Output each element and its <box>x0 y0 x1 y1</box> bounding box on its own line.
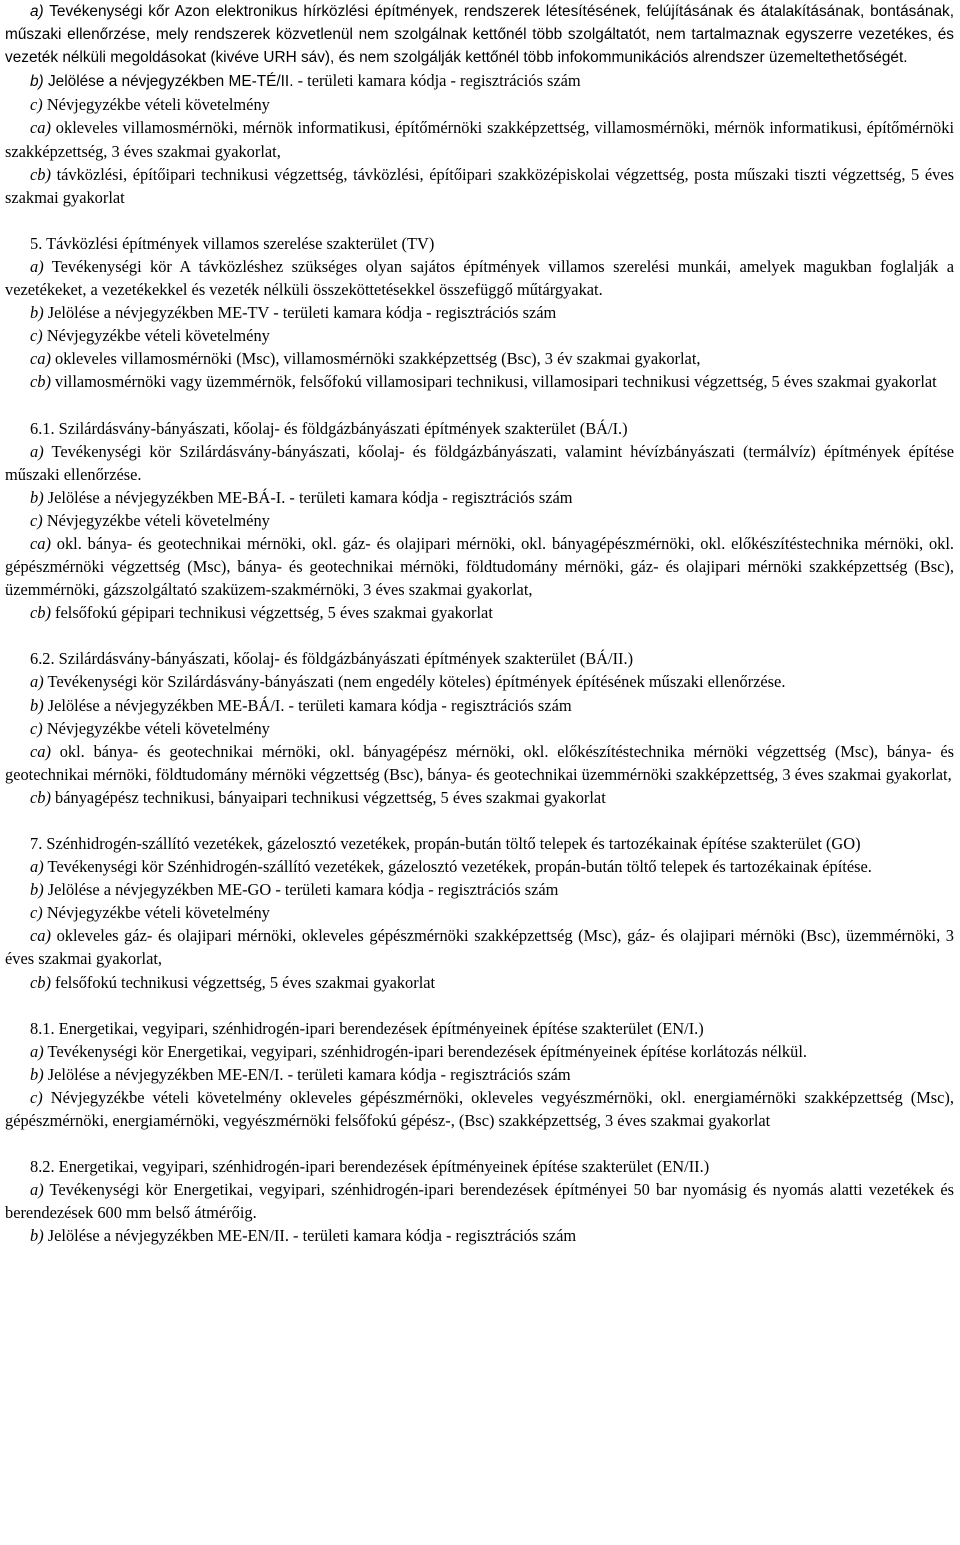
requirement-ca-paragraph <box>5 532 954 601</box>
requirement-text: Névjegyzékbe vételi követelmény <box>42 718 270 738</box>
item-label: b) <box>30 487 44 507</box>
requirement-text: Névjegyzékbe vételi követelmény <box>42 510 270 530</box>
item-label: c) <box>30 326 43 346</box>
activity-paragraph <box>5 255 954 301</box>
requirement-paragraph <box>5 509 954 532</box>
item-label: cb) <box>30 372 51 392</box>
section-heading: 7. Szénhidrogén-szállító vezetékek, gázelosztó vezetékek, propán-bután töltő telepek és tartozékainak építése szakterület (GO) <box>30 834 861 853</box>
item-label: a) <box>30 1041 44 1061</box>
activity-text: Tevékenységi kör Szilárdásvány-bányászati (nem engedély köteles) építmények építésének műszaki ellenőrzése. <box>43 672 786 692</box>
activity-paragraph <box>5 1040 954 1063</box>
designation-paragraph <box>5 694 954 717</box>
item-label: a) <box>30 857 44 877</box>
requirement-text: Névjegyzékbe vételi követelmény okleveles gépészmérnöki, okleveles vegyészmérnöki, okl. energiamérnöki szakképzettség (Msc), gépészmérnöki, energiamérnöki, vegyészmérnöki felsőfokú gépész-, (Bsc) szakképzettség, 3 éves szakmai gyakorlat <box>5 1087 954 1131</box>
item-label: b) <box>30 1064 44 1084</box>
item-label: cb) <box>30 164 51 184</box>
item-label: b) <box>30 303 44 323</box>
requirement-paragraph <box>5 324 954 347</box>
activity-text: Tevékenységi kör Energetikai, vegyipari, szénhidrogén-ipari berendezések építményeinek építése korlátozás nélkül. <box>43 1041 807 1061</box>
section-en-i <box>5 1017 954 1132</box>
activity-paragraph <box>5 440 954 486</box>
item-label: b) <box>30 880 44 900</box>
requirement-cb-text: villamosmérnöki vagy üzemmérnök, felsőfokú villamosipari technikusi, villamosipari technikusi végzettség, 5 éves szakmai gyakorlat <box>50 372 937 392</box>
designation-paragraph <box>5 301 954 324</box>
section-heading: 6.2. Szilárdásvány-bányászati, kőolaj- és földgázbányászati építmények szakterület (BÁ/II.) <box>30 649 634 669</box>
activity-paragraph <box>5 855 954 878</box>
requirement-text: Névjegyzékbe vételi követelmény <box>42 95 270 115</box>
section-heading: 6.1. Szilárdásvány-bányászati, kőolaj- és földgázbányászati építmények szakterület (BÁ/I.) <box>30 418 628 438</box>
requirement-ca-text: okl. bánya- és geotechnikai mérnöki, okl. gáz- és olajipari mérnöki, okl. bányagépészmérnöki, okl. előkészítéstechnika mérnöki, okl. gépészmérnöki végzettség (Msc), bánya- és geotechnikai mérnöki, földtudomány mérnöki, gáz- és olajipari mérnöki szakképzettség (Bsc), üzemmérnöki, gázszolgáltató szaküzem-szakmérnöki, 3 éves szakmai gyakorlat, <box>5 533 954 600</box>
designation-text: Jelölése a névjegyzékben ME-BÁ-I. - területi kamara kódja - regisztrációs szám <box>43 487 573 507</box>
requirement-paragraph <box>5 1086 954 1132</box>
requirement-ca-text: okl. bánya- és geotechnikai mérnöki, okl. bányagépész mérnöki, okl. előkészítéstechnika mérnöki végzettség (Msc), bánya- és geotechnikai mérnöki, földtudomány mérnöki végzettség (Bsc), bánya- és geotechnikai üzemmérnöki szakképzettség, 3 éves szakmai gyakorlat, <box>5 741 954 784</box>
designation-paragraph <box>5 486 954 509</box>
section-heading: 8.2. Energetikai, vegyipari, szénhidrogén-ipari berendezések építményeinek építése szakterület (EN/II.) <box>30 1157 710 1177</box>
section-heading: 5. Távközlési építmények villamos szerelése szakterület (TV) <box>30 233 435 253</box>
requirement-cb-paragraph <box>5 163 954 209</box>
item-label: a) <box>30 256 44 276</box>
requirement-ca-paragraph <box>5 347 954 370</box>
requirement-cb-text: bányagépész technikusi, bányaipari technikusi végzettség, 5 éves szakmai gyakorlat <box>50 787 606 807</box>
requirement-paragraph <box>5 717 954 740</box>
activity-paragraph <box>5 1178 954 1224</box>
designation-text: Jelölése a névjegyzékben ME-BÁ/I. - területi kamara kódja - regisztrációs szám <box>43 695 572 715</box>
item-label: c) <box>30 903 43 923</box>
item-label: ca) <box>30 349 51 369</box>
section-ba-i <box>5 417 954 625</box>
activity-text: Tevékenységi kör A távközléshez szükséges olyan sajátos építmények villamos szerelési munkái, amelyek magukban foglalják a vezetékeket, a vezetékekkel és vezeték nélküli összeköttetésekkel összefüggő műtárgyakat. <box>5 256 954 300</box>
item-label: b) <box>30 1226 44 1246</box>
section-heading: 8.1. Energetikai, vegyipari, szénhidrogén-ipari berendezések építményeinek építése szakterület (EN/I.) <box>30 1018 704 1038</box>
designation-text: Jelölése a névjegyzékben ME-GO - területi kamara kódja - regisztrációs szám <box>43 880 559 900</box>
item-label: ca) <box>30 926 51 946</box>
item-label: ca) <box>30 118 51 138</box>
item-label: ca) <box>30 741 51 761</box>
requirement-text: Névjegyzékbe vételi követelmény <box>42 903 270 923</box>
requirement-cb-paragraph <box>5 601 954 624</box>
requirement-cb-paragraph <box>5 971 954 994</box>
item-label: b) <box>30 695 44 715</box>
designation-suffix: - területi kamara kódja - regisztrációs szám <box>293 71 581 91</box>
designation-paragraph <box>5 69 954 93</box>
activity-text: Tevékenységi kör Szilárdásvány-bányászati, kőolaj- és földgázbányászati, valamint hévízbányászati (termálvíz) építmények építése műszaki ellenőrzése. <box>5 441 954 484</box>
item-label: cb) <box>30 603 51 623</box>
designation-text: Jelölése a névjegyzékben ME-EN/I. - területi kamara kódja - regisztrációs szám <box>43 1064 571 1084</box>
item-label: ca) <box>30 533 51 553</box>
activity-paragraph <box>5 670 954 693</box>
requirement-ca-text: okleveles villamosmérnöki, mérnök informatikusi, építőmérnöki szakképzettség, villamosmérnöki, mérnök informatikusi, építőmérnöki szakképzettség, 3 éves szakmai gyakorlat, <box>5 118 954 161</box>
item-label: cb) <box>30 972 51 992</box>
section-go <box>5 832 954 994</box>
requirement-cb-paragraph <box>5 786 954 809</box>
item-label: c) <box>30 1087 43 1107</box>
item-label: c) <box>30 510 43 530</box>
item-label: c) <box>30 718 43 738</box>
section-te-ii <box>5 0 954 93</box>
requirement-cb-text: távközlési, építőipari technikusi végzettség, távközlési, építőipari szakközépiskolai végzettség, posta műszaki tiszti végzettség, 5 éves szakmai gyakorlat <box>5 164 954 207</box>
requirement-ca-paragraph <box>5 116 954 162</box>
requirement-paragraph <box>5 93 954 116</box>
requirement-cb-text: felsőfokú gépipari technikusi végzettség, 5 éves szakmai gyakorlat <box>50 603 493 623</box>
requirement-text: Névjegyzékbe vételi követelmény <box>42 326 270 346</box>
designation-text: Jelölése a névjegyzékben ME-TV - területi kamara kódja - regisztrációs szám <box>43 303 557 323</box>
designation-paragraph <box>5 878 954 901</box>
item-label: a) <box>30 441 44 461</box>
designation-paragraph <box>5 1224 954 1247</box>
designation-text: Jelölése a névjegyzékben ME-TÉ/II. <box>43 73 294 91</box>
designation-paragraph <box>5 1063 954 1086</box>
requirement-ca-paragraph <box>5 924 954 970</box>
designation-text: Jelölése a névjegyzékben ME-EN/II. - területi kamara kódja - regisztrációs szám <box>43 1226 577 1246</box>
item-label: a) <box>30 672 44 692</box>
requirement-cb-text: felsőfokú technikusi végzettség, 5 éves szakmai gyakorlat <box>50 972 436 992</box>
requirement-paragraph <box>5 901 954 924</box>
item-label: b) <box>30 73 44 91</box>
requirement-ca-text: okleveles villamosmérnöki (Msc), villamosmérnöki szakképzettség (Bsc), 3 év szakmai gyakorlat, <box>50 349 701 369</box>
activity-text: Tevékenységi kör Energetikai, vegyipari, szénhidrogén-ipari berendezések építményei 50 bar nyomásig és nyomás alatti vezetékek és berendezések 600 mm belső átmérőig. <box>5 1180 954 1223</box>
item-label: cb) <box>30 787 51 807</box>
section-tv <box>5 232 954 394</box>
activity-text: Tevékenységi kör Szénhidrogén-szállító vezetékek, gázelosztó vezetékek, propán-bután töltő telepek és tartozékainak építése. <box>43 857 872 877</box>
requirement-cb-paragraph <box>5 370 954 393</box>
item-label: c) <box>30 95 43 115</box>
section-ba-ii <box>5 647 954 809</box>
requirement-ca-paragraph <box>5 740 954 786</box>
section-en-ii <box>5 1155 954 1247</box>
requirement-ca-text: okleveles gáz- és olajipari mérnöki, okleveles gépészmérnöki szakképzettség (Msc), gáz- és olajipari mérnöki (Bsc), üzemmérnöki, 3 éves szakmai gyakorlat, <box>5 926 954 969</box>
item-label: a) <box>30 1180 44 1200</box>
item-label: a) <box>30 3 44 20</box>
activity-paragraph <box>5 0 954 69</box>
activity-text: Tevékenységi kőr Azon elektronikus hírközlési építmények, rendszerek létesítésének, felújításának és átalakításának, bontásának, műszaki ellenőrzése, mely rendszerek közvetlenül nem szolgálnak kettőnél több szolgáltatót, nem tartalmaznak egyszerre vezetékes, és vezeték nélküli megoldásokat (kivéve URH sáv), és nem szolgálják kettőnél több infokommunikációs alrendszer üzemeltethetőségét. <box>5 3 954 67</box>
